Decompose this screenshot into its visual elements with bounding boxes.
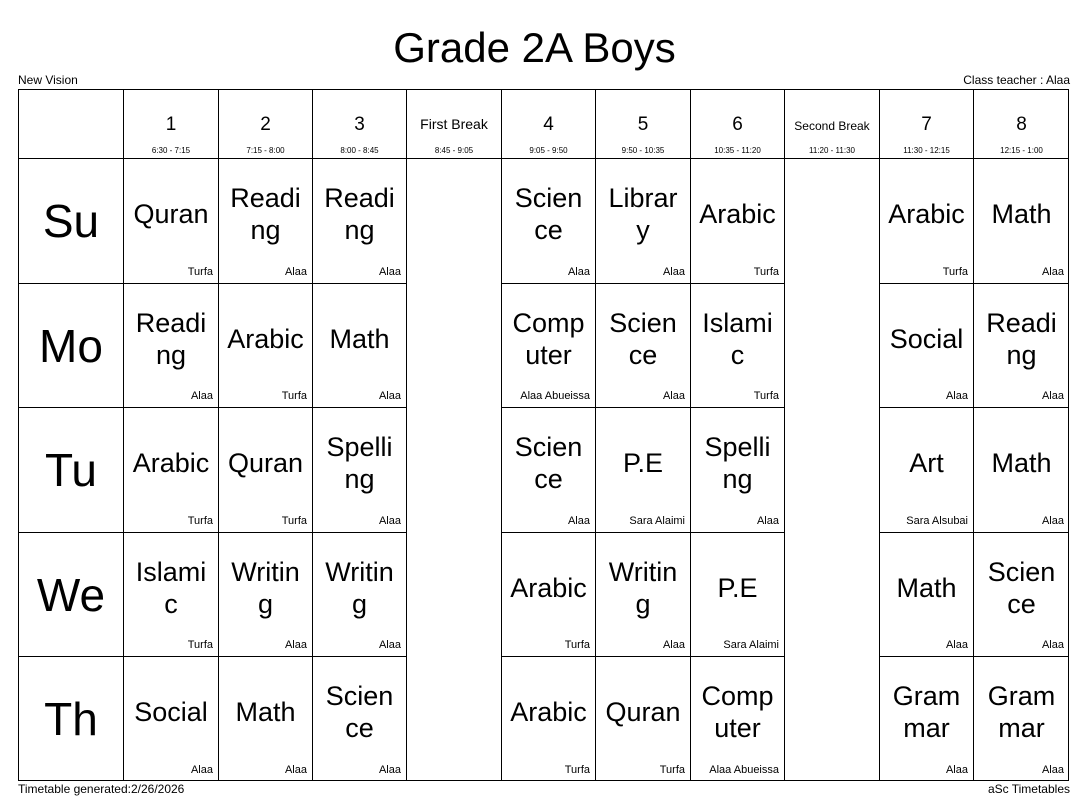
teacher-name: Sara Alsubai [906,515,968,527]
subject-name [598,533,688,642]
subject-name [504,408,593,518]
subject-text: Quran [605,697,681,727]
subject-text: mar [903,713,950,743]
lesson-cell [219,408,313,533]
subject-text: ce [345,713,374,743]
teacher-name: Alaa [378,266,401,278]
period-header [502,90,596,159]
subject-name [693,533,782,642]
period-time: 10:35 - 11:20 [714,146,761,155]
break-header [785,90,880,159]
subject-name [504,284,593,393]
subject-text: Scien [514,183,583,213]
teacher-name: Turfa [187,515,213,527]
lesson-cell [880,657,974,781]
subject-text: Social [134,697,208,727]
period-time: 9:05 - 9:50 [529,146,568,155]
period-time: 7:15 - 8:00 [246,146,285,155]
subject-text: Spelli [326,432,393,462]
period-number: 5 [637,114,649,135]
teacher-name: Turfa [659,764,685,776]
subject-text: Comp [701,681,774,711]
subject-text: ng [344,215,375,245]
period-time: 6:30 - 7:15 [151,146,191,155]
class-teacher: Class teacher : Alaa [963,73,1070,87]
subject-name [504,533,593,642]
subject-name [598,408,688,518]
subject-name [693,657,782,767]
lesson-cell [219,159,313,284]
lesson-cell [502,657,596,781]
timetable-grid [18,89,1069,781]
lesson-cell [691,159,785,284]
subject-name [504,657,593,767]
subject-text: Arabic [132,448,210,478]
subject-name [315,533,404,642]
subject-name [598,657,688,767]
teacher-name: Alaa [378,390,401,402]
teacher-name: Alaa [945,390,968,402]
period-header [691,90,785,159]
subject-text: ce [534,464,563,494]
subject-text: Gram [892,681,961,711]
subject-text: Art [909,448,944,478]
period-number: 6 [732,114,743,135]
break-column [785,159,880,781]
subject-text: mar [998,713,1045,743]
subject-text: Arabic [510,697,587,727]
period-time: 11:20 - 11:30 [809,146,855,155]
subject-text: Arabic [510,572,587,603]
lesson-cell [880,533,974,657]
lesson-cell [124,408,219,533]
day-label: Th [19,657,124,781]
lesson-cell [313,533,407,657]
teacher-name: Alaa [378,639,401,651]
lesson-cell [313,657,407,781]
teacher-name: Turfa [187,639,213,651]
subject-name [976,159,1067,269]
lesson-cell [691,408,785,533]
subject-name [221,533,310,642]
lesson-cell [502,408,596,533]
teacher-name: Alaa [190,764,213,776]
subject-text: g [351,588,367,619]
subject-name [693,408,782,518]
lesson-cell [596,657,691,781]
teacher-name: Alaa [567,266,590,278]
subject-name [976,284,1067,393]
teacher-name: Alaa [756,515,779,527]
teacher-name: Alaa [662,390,685,402]
subject-name [882,657,971,767]
period-time: 8:00 - 8:45 [340,146,379,155]
subject-text: Islami [135,556,207,587]
subject-name [598,284,688,393]
subject-text: uter [525,339,572,370]
subject-text: Librar [608,183,678,213]
lesson-cell [596,533,691,657]
subject-text: Gram [987,681,1056,711]
period-number: 4 [543,114,554,135]
lesson-cell [880,284,974,408]
subject-text: y [636,215,650,245]
period-header [974,90,1069,159]
lesson-cell [691,284,785,408]
subject-name [976,408,1067,518]
subject-text: Readi [230,183,301,213]
teacher-name: Sara Alaimi [629,515,685,527]
lesson-cell [313,408,407,533]
subject-text: Writin [608,556,678,587]
period-time: 11:30 - 12:15 [903,146,950,155]
lesson-cell [691,657,785,781]
subject-text: Math [896,572,957,603]
subject-text: Social [889,323,964,354]
subject-name [126,533,216,642]
break-name: Second Break [794,119,870,133]
teacher-name: Turfa [564,764,590,776]
teacher-name: Alaa [190,390,213,402]
break-column [407,159,502,781]
teacher-name: Alaa [945,639,968,651]
break-header [407,90,502,159]
teacher-name: Alaa [1041,639,1064,651]
subject-name [126,657,216,767]
lesson-cell [974,159,1069,284]
lesson-cell [691,533,785,657]
subject-name [221,408,310,518]
subject-text: Readi [135,307,207,338]
teacher-name: Alaa [662,266,685,278]
break-name: First Break [420,116,488,132]
lesson-cell [974,533,1069,657]
teacher-name: Alaa [662,639,685,651]
subject-name [882,284,971,393]
subject-name [315,159,404,269]
subject-name [221,159,310,269]
subject-text: Math [235,697,296,727]
period-number: 7 [921,114,932,135]
subject-text: P.E [717,572,758,603]
subject-name [221,284,310,393]
lesson-cell [974,284,1069,408]
subject-text: Spelli [704,432,771,462]
subject-text: Scien [987,556,1056,587]
lesson-cell [124,533,219,657]
lesson-cell [974,657,1069,781]
teacher-name: Alaa [284,764,307,776]
period-number: 8 [1016,114,1027,135]
teacher-name: Alaa [284,639,307,651]
lesson-cell [219,284,313,408]
subject-text: Scien [514,432,583,462]
subject-text: ng [344,464,375,494]
subject-text: g [635,588,651,619]
teacher-name: Turfa [281,390,307,402]
subject-name [221,657,310,767]
teacher-name: Turfa [281,515,307,527]
subject-name [126,159,216,269]
subject-text: Writin [231,556,300,587]
teacher-name: Sara Alaimi [723,639,779,651]
lesson-cell [880,159,974,284]
day-label: Tu [19,408,124,533]
period-header [219,90,313,159]
teacher-name: Alaa Abueissa [709,764,779,776]
subject-name [126,408,216,518]
subject-name [693,159,782,269]
subject-text: ng [250,215,281,245]
period-header [313,90,407,159]
period-number: 1 [165,114,177,135]
subject-text: Quran [133,199,209,229]
lesson-cell [124,657,219,781]
subject-text: Math [991,448,1052,478]
period-header [880,90,974,159]
lesson-cell [596,284,691,408]
lesson-cell [124,159,219,284]
subject-text: c [164,588,178,619]
subject-name [315,657,404,767]
timetable-title: Grade 2A Boys [393,24,676,71]
subject-text: Math [329,323,390,354]
lesson-cell [219,657,313,781]
day-label: Mo [19,284,124,408]
lesson-cell [313,159,407,284]
lesson-cell [596,408,691,533]
lesson-cell [502,533,596,657]
day-label: Su [19,159,124,284]
school-name: New Vision [18,73,78,87]
subject-text: c [730,339,745,370]
period-header [124,90,219,159]
teacher-name: Turfa [753,390,779,402]
subject-text: Quran [227,448,304,478]
teacher-name: Alaa [945,764,968,776]
teacher-name: Alaa [284,266,307,278]
subject-text: Scien [325,681,394,711]
subject-text: Math [991,199,1052,229]
subject-name [315,284,404,393]
subject-text: ce [628,339,658,370]
subject-text: ce [534,215,563,245]
brand-label: aSc Timetables [987,782,1070,796]
period-header [596,90,691,159]
teacher-name: Alaa [1041,390,1064,402]
lesson-cell [502,159,596,284]
teacher-name: Turfa [564,639,590,651]
subject-name [882,533,971,642]
subject-text: uter [714,713,761,743]
lesson-cell [502,284,596,408]
corner-cell [19,90,124,159]
period-time: 8:45 - 9:05 [434,146,474,155]
lesson-cell [974,408,1069,533]
period-number: 3 [354,114,365,135]
generated-date: Timetable generated:2/26/2026 [18,782,185,796]
teacher-name: Alaa Abueissa [520,390,590,402]
subject-name [882,159,971,269]
subject-name [976,657,1067,767]
subject-text: g [257,588,273,619]
subject-name [315,408,404,518]
teacher-name: Alaa [1041,266,1064,278]
lesson-cell [124,284,219,408]
subject-name [693,284,782,393]
lesson-cell [596,159,691,284]
subject-text: Writin [325,556,394,587]
subject-text: Comp [512,307,585,338]
period-time: 12:15 - 1:00 [1000,146,1043,155]
subject-text: ce [1007,588,1036,619]
subject-text: ng [155,339,187,370]
lesson-cell [313,284,407,408]
subject-name [126,284,216,393]
period-time: 9:50 - 10:35 [621,146,665,155]
subject-text: Islami [702,307,773,338]
subject-name [882,408,971,518]
teacher-name: Alaa [567,515,590,527]
day-label: We [19,533,124,657]
teacher-name: Turfa [753,266,779,278]
subject-text: P.E [622,448,664,478]
period-number: 2 [260,114,271,135]
subject-text: Arabic [699,199,776,229]
teacher-name: Turfa [187,266,213,278]
subject-text: Readi [986,307,1057,338]
teacher-name: Alaa [378,764,401,776]
subject-text: Arabic [888,199,965,229]
teacher-name: Alaa [1041,515,1064,527]
subject-text: Readi [324,183,395,213]
subject-text: ng [1006,339,1037,370]
subject-name [598,159,688,269]
subject-text: ng [722,464,753,494]
subject-name [504,159,593,269]
subject-name [976,533,1067,642]
subject-text: Arabic [227,323,304,354]
teacher-name: Alaa [378,515,401,527]
subject-text: Scien [609,307,677,338]
lesson-cell [880,408,974,533]
lesson-cell [219,533,313,657]
teacher-name: Alaa [1041,764,1064,776]
teacher-name: Turfa [942,266,968,278]
